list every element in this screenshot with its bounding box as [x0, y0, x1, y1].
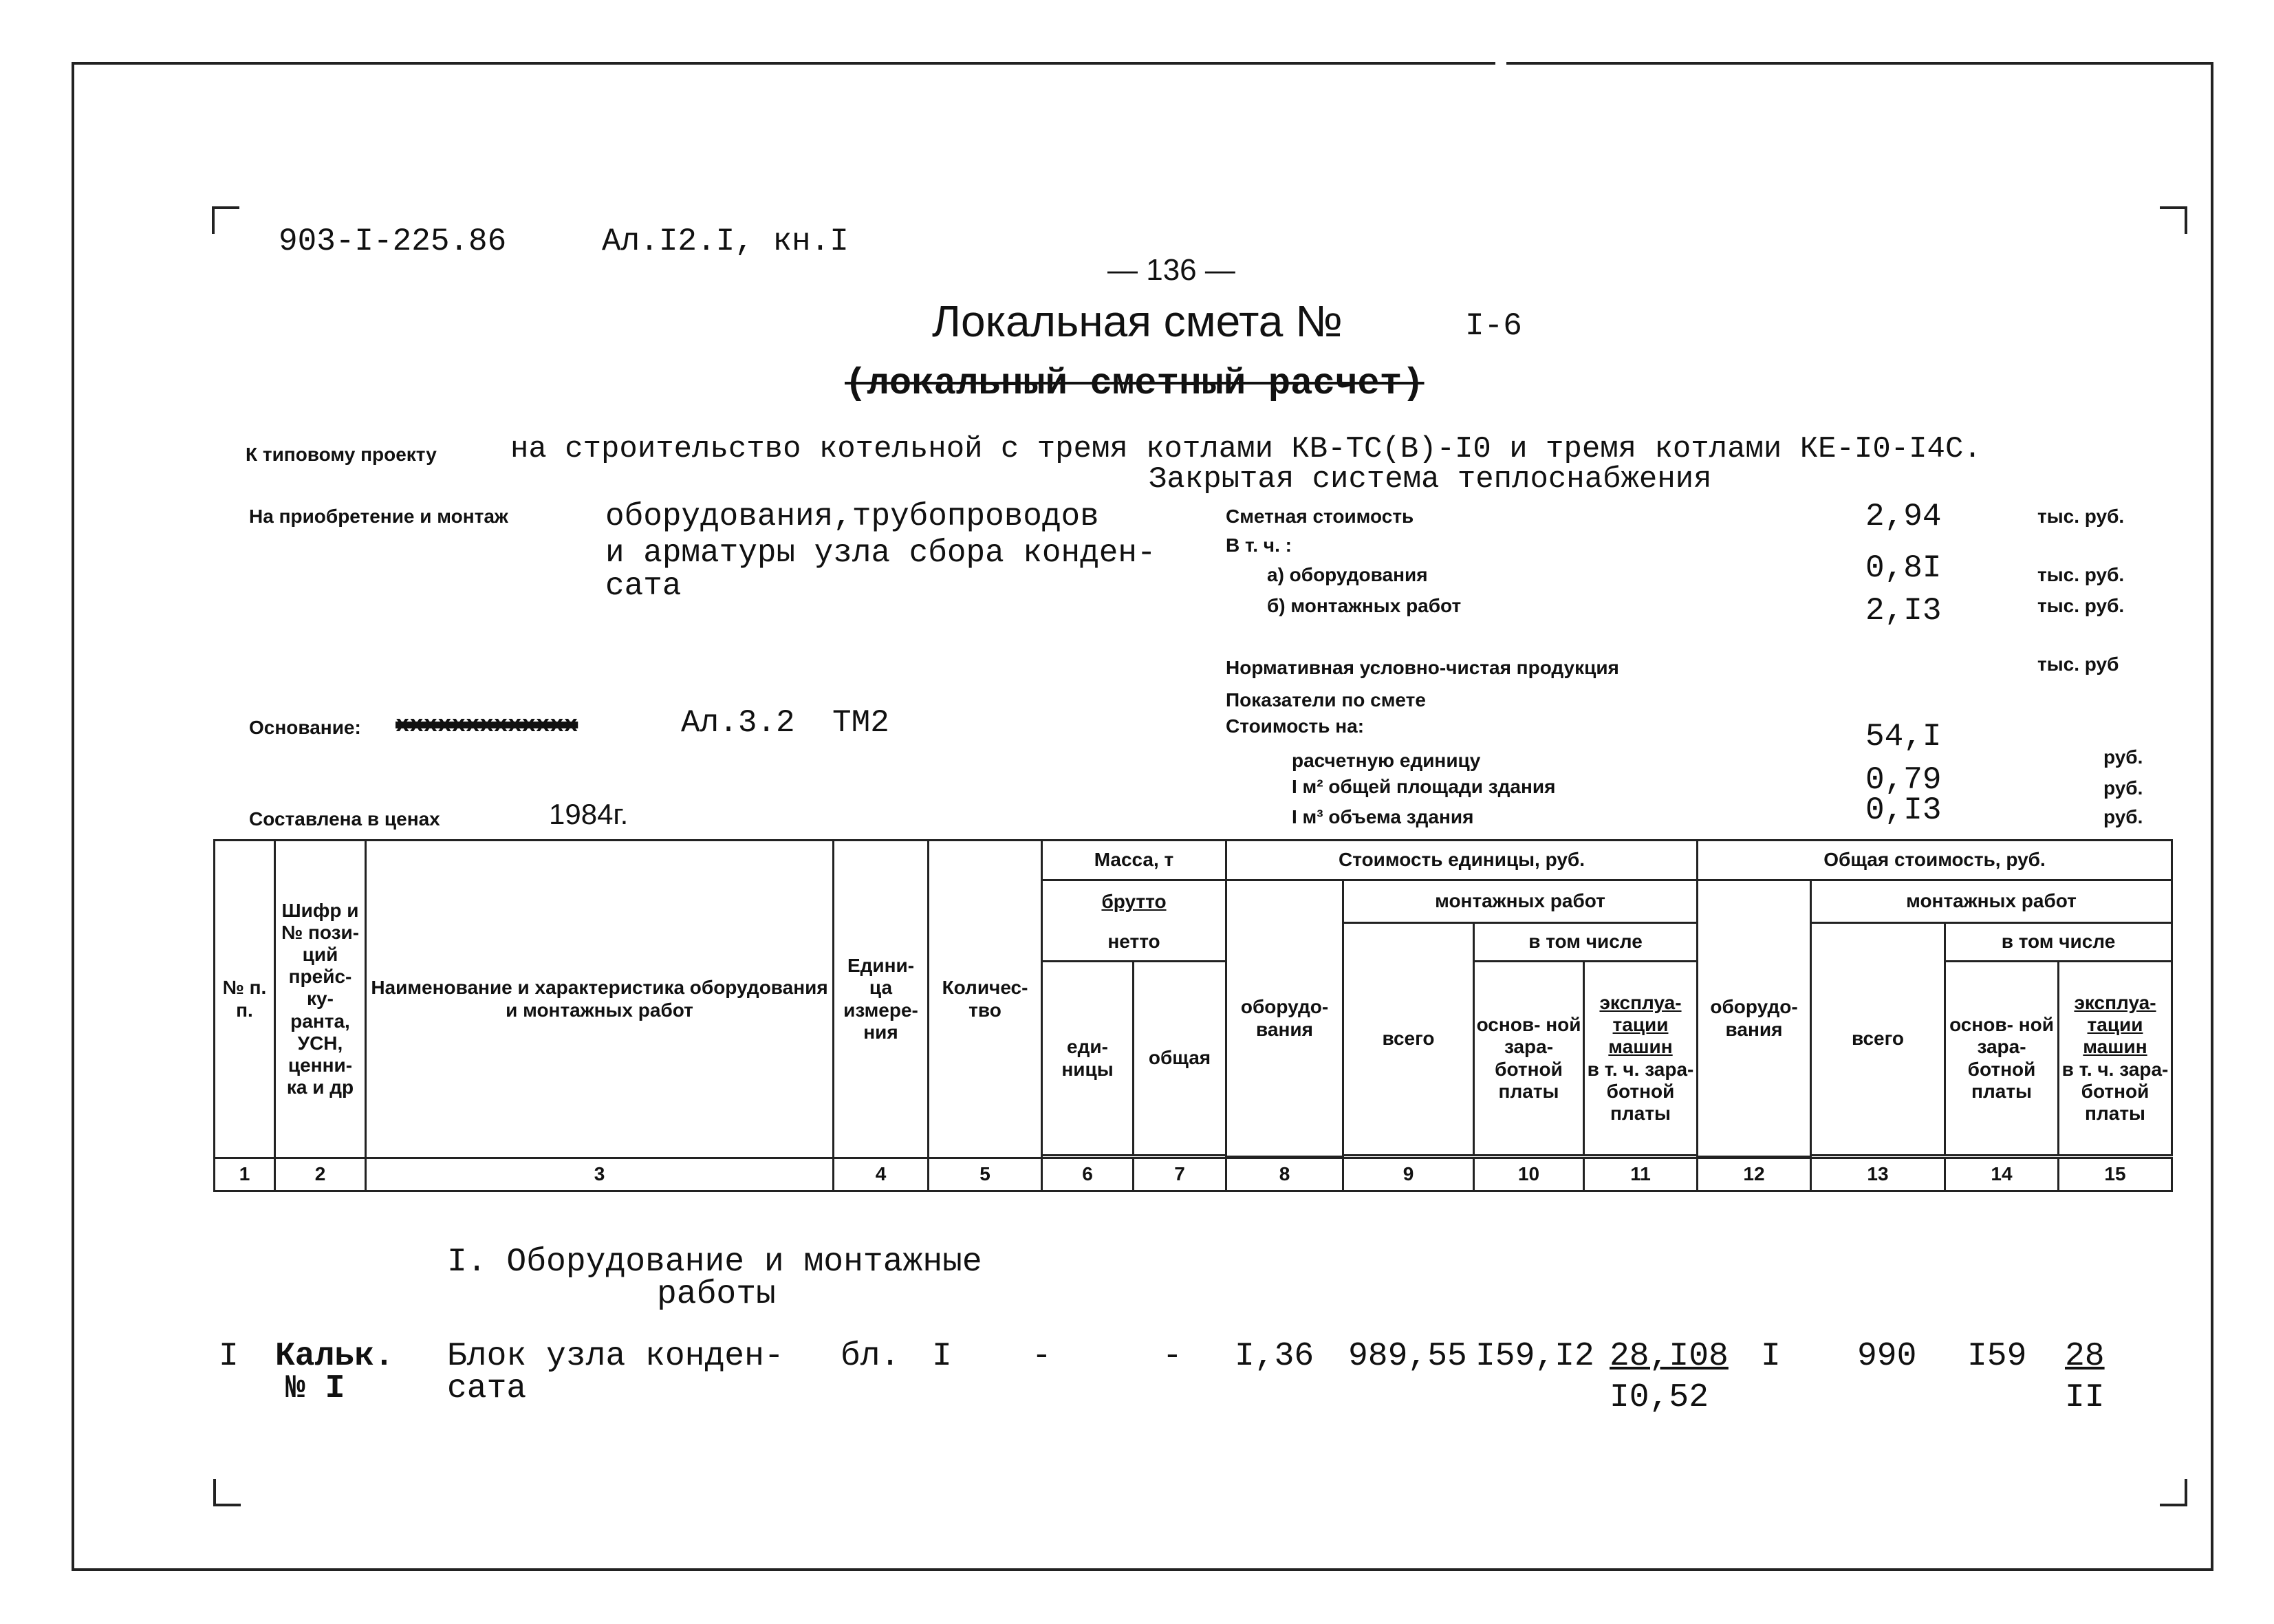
col-name-header: Наименование и характеристика оборудования и монтажных работ	[366, 841, 834, 1158]
total-all-header: всего	[1811, 923, 1945, 1156]
compiled-label: Составлена в ценах	[249, 808, 440, 830]
incl-label: В т. ч. :	[1226, 534, 1292, 556]
col-number: 7	[1134, 1158, 1226, 1191]
struck-subtitle: (локальный сметный расчет)	[845, 363, 1425, 405]
col-number: 15	[2059, 1158, 2172, 1191]
crop-mark	[213, 1479, 241, 1506]
col-qty-header: Количес- тво	[929, 841, 1042, 1158]
row-install-all: 989,55	[1348, 1338, 1467, 1375]
purchase-line-2: и арматуры узла сбора конден-	[605, 535, 1156, 571]
gross-header: брутто	[1042, 880, 1226, 923]
section-title: I. Оборудование и монтажные	[447, 1244, 982, 1281]
frame-top-line	[72, 62, 1495, 65]
col-number: 13	[1811, 1158, 1945, 1191]
page-title: Локальная смета №	[932, 296, 1343, 346]
row-total-equipment: I	[1761, 1338, 1781, 1375]
page-number: — 136 —	[1107, 253, 1235, 287]
col-number: 12	[1698, 1158, 1811, 1191]
frame-top-line	[1506, 62, 2211, 65]
indicators-label: Показатели по смете	[1226, 689, 1426, 711]
wage-header: основ- ной зара- ботной платы	[1474, 962, 1584, 1156]
total-equipment-header: оборудо- вания	[1698, 880, 1811, 1157]
incl-header: в том числе	[1474, 923, 1698, 962]
row-name-2: сата	[447, 1370, 527, 1407]
volume-label: I м³ объема здания	[1292, 806, 1474, 827]
cost-unit: тыс. руб.	[2037, 564, 2125, 585]
row-no: I	[219, 1338, 239, 1375]
install-all-header: всего	[1343, 923, 1474, 1156]
col-number: 11	[1584, 1158, 1698, 1191]
area-label: I м² общей площади здания	[1292, 776, 1556, 797]
row-wage: I59,I2	[1475, 1338, 1594, 1375]
col-number: 1	[215, 1158, 275, 1191]
row-total-machine-wage: II	[2065, 1379, 2105, 1416]
crop-mark	[2160, 206, 2187, 234]
install-label: б) монтажных работ	[1267, 595, 1462, 616]
estimated-cost-label: Сметная стоимость	[1226, 506, 1414, 527]
row-code-2: № I	[285, 1370, 345, 1407]
cost-on-label: Стоимость на:	[1226, 715, 1365, 737]
mass-unit-header: еди- ницы	[1042, 962, 1134, 1156]
col-number: 3	[366, 1158, 834, 1191]
col-number: 8	[1226, 1158, 1343, 1191]
equipment-value: 0,8I	[1865, 550, 1942, 586]
project-label: К типовому проекту	[246, 444, 437, 465]
row-qty: I	[932, 1338, 952, 1375]
equipment-header: оборудо- вания	[1226, 880, 1343, 1157]
basis-album: Ал.3.2	[681, 705, 795, 741]
column-numbers-row	[215, 1158, 2172, 1191]
album-ref: Ал.I2.I, кн.I	[602, 224, 849, 259]
crop-mark	[2160, 1479, 2187, 1506]
calc-unit-label: расчетную единицу	[1292, 750, 1481, 771]
total-machine-header: эксплуа- тации машин в т. ч. зара- ботной платы	[2059, 962, 2172, 1156]
project-text: на строительство котельной с тремя котлами КВ-ТС(В)-I0 и тремя котлами КЕ-I0-I4С.	[510, 432, 1982, 466]
basis-struck: xxxxxxxxxxxxx	[396, 713, 578, 739]
row-machine: 28,I08	[1610, 1338, 1729, 1375]
col-unit-header: Едини- ца измере- ния	[834, 841, 929, 1158]
rub-unit: руб.	[2103, 746, 2143, 768]
normative-label: Нормативная условно-чистая продукция	[1226, 657, 1619, 678]
net-header: нетто	[1042, 923, 1226, 962]
col-number: 5	[929, 1158, 1042, 1191]
estimate-number: I-6	[1465, 308, 1522, 344]
col-number: 14	[1945, 1158, 2059, 1191]
mass-total-header: общая	[1134, 962, 1226, 1156]
row-unit: бл.	[841, 1338, 900, 1375]
basis-label: Основание:	[249, 717, 361, 738]
project-text-2: Закрытая система теплоснабжения	[1149, 462, 1712, 497]
row-equipment: I,36	[1235, 1338, 1314, 1375]
row-mass-total: -	[1162, 1338, 1182, 1375]
area-value: 0,79	[1865, 762, 1942, 798]
total-wage-header: основ- ной зара- ботной платы	[1945, 962, 2059, 1156]
col-no-header: № п. п.	[215, 841, 275, 1158]
equipment-label: а) оборудования	[1267, 564, 1428, 585]
col-number: 2	[275, 1158, 366, 1191]
cost-unit: тыс. руб.	[2037, 506, 2125, 527]
crop-mark	[212, 206, 239, 234]
estimated-cost-value: 2,94	[1865, 499, 1942, 534]
cost-unit: тыс. руб.	[2037, 595, 2125, 616]
purchase-line-1: оборудования,трубопроводов	[605, 499, 1099, 534]
row-name: Блок узла конден-	[447, 1338, 784, 1375]
row-mass-unit: -	[1032, 1338, 1052, 1375]
row-machine-wage: I0,52	[1610, 1379, 1709, 1416]
col-code-header: Шифр и № пози- ций прейс- ку- ранта, УСН, ценни- ка и др	[275, 841, 366, 1158]
row-total-all: 990	[1857, 1338, 1917, 1375]
purchase-line-3: сата	[605, 568, 682, 604]
install-value: 2,I3	[1865, 593, 1942, 629]
basis-sheet: ТМ2	[832, 705, 889, 741]
calc-unit-value: 54,I	[1865, 719, 1942, 755]
rub-unit: руб.	[2103, 777, 2143, 799]
volume-value: 0,I3	[1865, 792, 1942, 828]
col-number: 10	[1474, 1158, 1584, 1191]
document-code: 903-I-225.86	[279, 224, 507, 259]
total-cost-header: Общая стоимость, руб.	[1698, 841, 2172, 880]
row-code: Кальк.	[275, 1338, 394, 1375]
purchase-label: На приобретение и монтаж	[249, 506, 508, 527]
mass-header: Масса, т	[1042, 841, 1226, 880]
compiled-year: 1984г.	[549, 798, 629, 830]
total-install-header: монтажных работ	[1811, 880, 2172, 923]
col-number: 6	[1042, 1158, 1134, 1191]
install-header: монтажных работ	[1343, 880, 1698, 923]
rub-unit: руб.	[2103, 806, 2143, 827]
row-total-wage: I59	[1967, 1338, 2027, 1375]
row-total-machine: 28	[2065, 1338, 2105, 1375]
col-number: 9	[1343, 1158, 1474, 1191]
unit-cost-header: Стоимость единицы, руб.	[1226, 841, 1698, 880]
total-incl-header: в том числе	[1945, 923, 2172, 962]
col-number: 4	[834, 1158, 929, 1191]
normative-unit: тыс. руб	[2037, 653, 2119, 675]
machine-header: эксплуа- тации машин в т. ч. зара- ботной платы	[1584, 962, 1698, 1156]
section-title-2: работы	[657, 1276, 776, 1313]
estimate-header-table	[213, 839, 2173, 1192]
